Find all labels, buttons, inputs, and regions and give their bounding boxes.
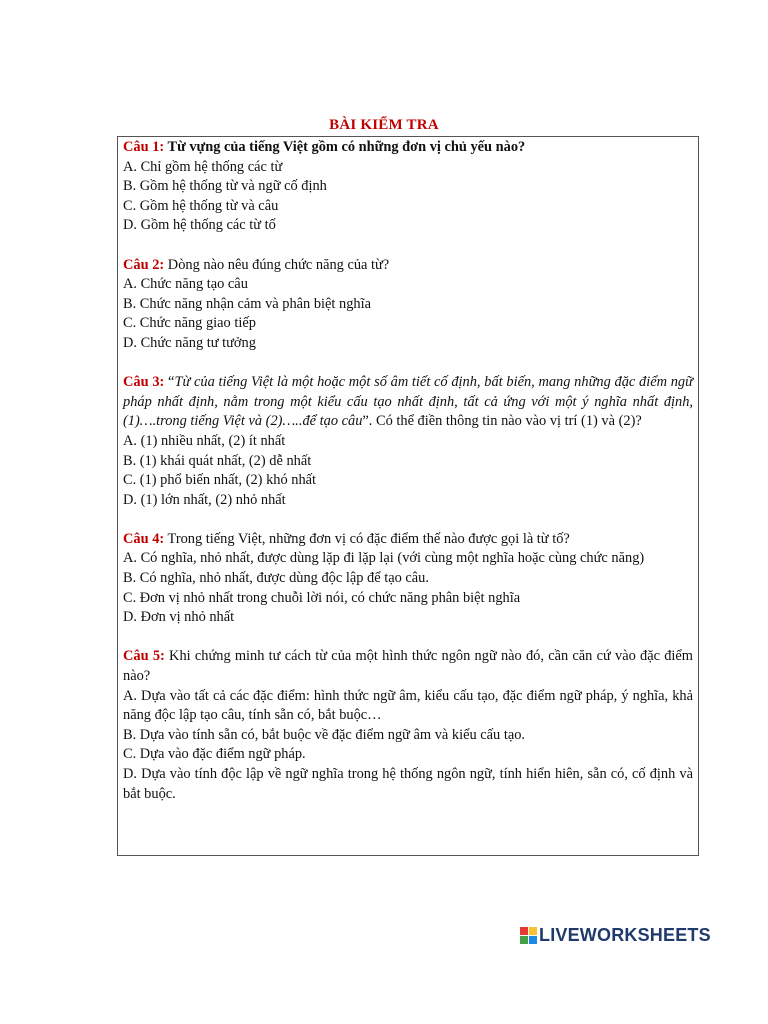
logo-square-red	[520, 927, 528, 935]
question-3-option-c: C. (1) phổ biến nhất, (2) khó nhất	[123, 472, 317, 489]
question-2-stem-line	[123, 256, 693, 276]
question-1-number: Câu 1:	[123, 139, 165, 155]
question-4	[123, 530, 693, 628]
question-4-option-c: C. Đơn vị nhỏ nhất trong chuỗi lời nói, có chức năng phân biệt nghĩa	[123, 589, 521, 606]
question-2-option-a: A. Chức năng tạo câu	[123, 276, 248, 293]
question-4-option-a: A. Có nghĩa, nhỏ nhất, được dùng lặp đi lặp lại (với cùng một nghĩa hoặc cùng chức năng)	[123, 550, 645, 567]
question-4-number: Câu 4:	[123, 530, 165, 547]
question-2-option-b: B. Chức năng nhận cảm và phân biệt nghĩa	[123, 295, 371, 312]
question-5-option-b: B. Dựa vào tính sẵn có, bắt buộc về đặc điểm ngữ âm và kiểu cấu tạo.	[123, 726, 526, 743]
question-5-number: Câu 5:	[123, 648, 165, 665]
question-2-number: Câu 2:	[123, 256, 165, 273]
question-1-option-a: A. Chỉ gồm hệ thống các từ	[123, 158, 283, 175]
question-4-option-b: B. Có nghĩa, nhỏ nhất, được dùng độc lập để tạo câu.	[123, 570, 429, 587]
liveworksheets-logo-icon	[520, 927, 537, 944]
question-3-quote: Từ của tiếng Việt là một hoặc một số âm tiết cố định, bất biến, mang những đặc điểm ngữ pháp nhất định, nằm trong một kiểu cấu tạo nhất định, tất cả ứng với một ý nghĩa nhất định, (1)….trong tiếng Việt và (2)…..để tạo câu	[123, 374, 693, 430]
question-4-stem-line	[123, 530, 693, 550]
question-1-stem-line	[123, 138, 693, 158]
question-2	[123, 256, 693, 354]
liveworksheets-logo	[520, 925, 711, 946]
question-1-option-b: B. Gồm hệ thống từ và ngữ cố định	[123, 178, 327, 195]
question-5-option-c: C. Dựa vào đặc điểm ngữ pháp.	[123, 746, 306, 763]
question-3-stem-line	[123, 373, 693, 432]
question-5-option-d: D. Dựa vào tính độc lập về ngữ nghĩa trong hệ thống ngôn ngữ, tính hiển hiên, sẵn có, cố định và bắt buộc.	[123, 766, 693, 802]
question-1-stem: Từ vựng của tiếng Việt gồm có những đơn vị chủ yếu nào?	[167, 139, 526, 155]
question-3-option-d: D. (1) lớn nhất, (2) nhỏ nhất	[123, 491, 286, 508]
question-1	[123, 138, 693, 236]
question-1-option-d: D. Gồm hệ thống các từ tố	[123, 217, 276, 234]
question-3-option-a: A. (1) nhiều nhất, (2) ít nhất	[123, 432, 286, 449]
question-2-option-d: D. Chức năng tư tưởng	[123, 334, 256, 351]
question-2-stem: Dòng nào nêu đúng chức năng của từ?	[167, 256, 390, 273]
question-2-option-c: C. Chức năng giao tiếp	[123, 315, 256, 332]
question-3	[123, 373, 693, 510]
question-5-stem: Khi chứng minh tư cách từ của một hình thức ngôn ngữ nào đó, cần căn cứ vào đặc điểm nào?	[123, 648, 693, 685]
liveworksheets-logo-text: LIVEWORKSHEETS	[539, 925, 711, 945]
logo-square-blue	[529, 936, 537, 944]
question-box	[117, 136, 699, 856]
question-4-stem: Trong tiếng Việt, những đơn vị có đặc điểm thế nào được gọi là từ tố?	[167, 530, 570, 547]
question-3-open-quote: “	[168, 374, 175, 391]
worksheet-title: BÀI KIỂM TRA	[329, 117, 439, 133]
question-4-option-d: D. Đơn vị nhỏ nhất	[123, 609, 235, 626]
question-5	[123, 647, 693, 804]
question-3-option-b: B. (1) khái quát nhất, (2) dễ nhất	[123, 452, 312, 469]
logo-square-green	[520, 936, 528, 944]
logo-square-yellow	[529, 927, 537, 935]
question-3-stem-rest: ”. Có thể điền thông tin nào vào vị trí (1) và (2)?	[362, 413, 642, 430]
question-5-stem-line	[123, 647, 693, 686]
question-1-option-c: C. Gồm hệ thống từ và câu	[123, 197, 279, 214]
question-3-number: Câu 3:	[123, 374, 165, 391]
question-5-option-a: A. Dựa vào tất cả các đặc điểm: hình thức ngữ âm, kiểu cấu tạo, đặc điểm ngữ pháp, ý nghĩa, khả năng độc lập tạo câu, tính sẵn có, bắt buộc…	[123, 687, 693, 724]
